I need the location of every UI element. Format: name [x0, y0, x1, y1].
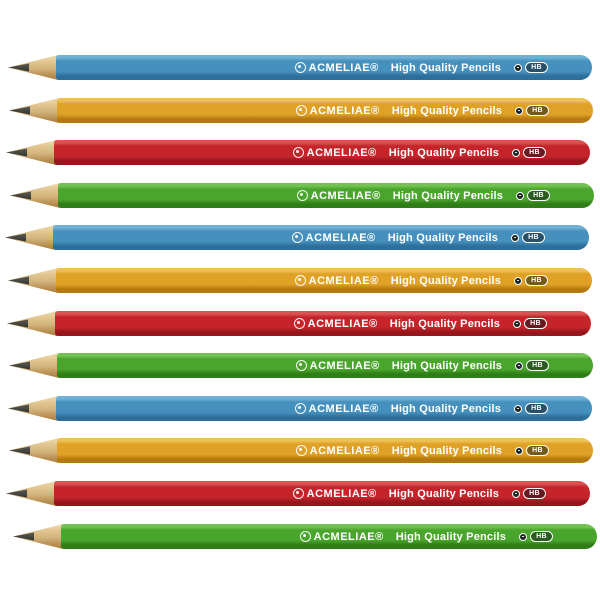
- brand-name: ACMELIAE®: [308, 274, 379, 287]
- brand-ring-logo-icon: [295, 62, 306, 73]
- graphite-point: [9, 106, 30, 115]
- brand-name: ACMELIAE®: [309, 104, 380, 117]
- brand-name: ACMELIAE®: [306, 487, 377, 500]
- grade-dot-icon: [513, 320, 521, 328]
- grade-dot-icon: [514, 277, 522, 285]
- brand-ring-logo-icon: [293, 147, 304, 158]
- pencil-body: [55, 311, 591, 336]
- pencil-body: [58, 183, 594, 208]
- graphite-point: [13, 532, 34, 541]
- graphite-point: [8, 404, 29, 413]
- grade-label: HB: [523, 147, 546, 159]
- grade-badge: [515, 445, 549, 457]
- pencil-yellow: [1, 438, 600, 463]
- grade-label: HB: [523, 488, 546, 500]
- pencil-yellow: [1, 98, 600, 123]
- pencil-body: [54, 140, 590, 165]
- pencil-imprint: [293, 481, 546, 506]
- pencil-red: [0, 140, 598, 165]
- grade-badge: [514, 275, 548, 287]
- grade-label: HB: [526, 445, 549, 457]
- graphite-point: [7, 319, 28, 328]
- brand-name: ACMELIAE®: [310, 189, 381, 202]
- pencil-body: [56, 55, 592, 80]
- pencil-imprint: [296, 353, 549, 378]
- pencil-body: [61, 524, 597, 549]
- grade-dot-icon: [515, 107, 523, 115]
- tagline-text: High Quality Pencils: [392, 189, 504, 202]
- brand-ring-logo-icon: [296, 360, 307, 371]
- graphite-point: [6, 148, 27, 157]
- pencil-body: [53, 225, 589, 250]
- brand-name: ACMELIAE®: [307, 317, 378, 330]
- grade-dot-icon: [515, 362, 523, 370]
- pencil-yellow: [0, 268, 600, 293]
- tagline-text: High Quality Pencils: [388, 146, 500, 159]
- pencil-imprint: [293, 140, 546, 165]
- pencil-imprint: [295, 268, 548, 293]
- brand-ring-logo-icon: [294, 318, 305, 329]
- tagline-text: High Quality Pencils: [391, 444, 503, 457]
- grade-dot-icon: [514, 405, 522, 413]
- grade-label: HB: [525, 62, 548, 74]
- graphite-point: [10, 191, 31, 200]
- tagline-text: High Quality Pencils: [395, 530, 507, 543]
- pencil-imprint: [294, 311, 547, 336]
- brand-ring-logo-icon: [293, 488, 304, 499]
- pencil-green: [2, 183, 600, 208]
- graphite-point: [8, 63, 29, 72]
- brand-ring-logo-icon: [295, 403, 306, 414]
- grade-label: HB: [527, 190, 550, 202]
- brand-name: ACMELIAE®: [308, 61, 379, 74]
- grade-label: HB: [525, 403, 548, 415]
- graphite-point: [6, 489, 27, 498]
- brand-name: ACMELIAE®: [313, 530, 384, 543]
- grade-label: HB: [526, 360, 549, 372]
- grade-badge: [515, 105, 549, 117]
- brand-name: ACMELIAE®: [309, 359, 380, 372]
- pencil-green: [5, 524, 600, 549]
- tagline-text: High Quality Pencils: [391, 104, 503, 117]
- tagline-text: High Quality Pencils: [389, 317, 501, 330]
- brand-name: ACMELIAE®: [308, 402, 379, 415]
- graphite-point: [9, 446, 30, 455]
- pencil-body: [57, 98, 593, 123]
- pencil-body: [54, 481, 590, 506]
- grade-dot-icon: [512, 490, 520, 498]
- pencil-body: [56, 268, 592, 293]
- grade-badge: [512, 488, 546, 500]
- pencil-imprint: [295, 396, 548, 421]
- brand-ring-logo-icon: [296, 105, 307, 116]
- pencil-imprint: [295, 55, 548, 80]
- tagline-text: High Quality Pencils: [388, 487, 500, 500]
- grade-dot-icon: [511, 234, 519, 242]
- grade-badge: [515, 360, 549, 372]
- grade-dot-icon: [512, 149, 520, 157]
- graphite-point: [5, 233, 26, 242]
- pencil-body: [57, 353, 593, 378]
- brand-name: ACMELIAE®: [305, 231, 376, 244]
- graphite-point: [9, 361, 30, 370]
- grade-label: HB: [525, 275, 548, 287]
- pencil-green: [1, 353, 600, 378]
- pencil-imprint: [296, 438, 549, 463]
- brand-ring-logo-icon: [292, 232, 303, 243]
- brand-ring-logo-icon: [296, 445, 307, 456]
- grade-badge: [511, 232, 545, 244]
- pencil-imprint: [292, 225, 545, 250]
- grade-label: HB: [526, 105, 549, 117]
- pencil-imprint: [300, 524, 553, 549]
- pencil-body: [57, 438, 593, 463]
- grade-badge: [512, 147, 546, 159]
- brand-name: ACMELIAE®: [306, 146, 377, 159]
- pencil-imprint: [296, 98, 549, 123]
- brand-ring-logo-icon: [297, 190, 308, 201]
- tagline-text: High Quality Pencils: [390, 274, 502, 287]
- grade-badge: [519, 531, 553, 543]
- pencil-blue: [0, 55, 600, 80]
- grade-label: HB: [524, 318, 547, 330]
- pencil-body: [56, 396, 592, 421]
- grade-badge: [514, 403, 548, 415]
- grade-badge: [516, 190, 550, 202]
- pencil-red: [0, 311, 599, 336]
- grade-badge: [514, 62, 548, 74]
- tagline-text: High Quality Pencils: [390, 402, 502, 415]
- brand-ring-logo-icon: [300, 531, 311, 542]
- grade-dot-icon: [519, 533, 527, 541]
- brand-ring-logo-icon: [295, 275, 306, 286]
- tagline-text: High Quality Pencils: [390, 61, 502, 74]
- pencil-blue: [0, 225, 597, 250]
- grade-label: HB: [522, 232, 545, 244]
- pencil-imprint: [297, 183, 550, 208]
- pencil-red: [0, 481, 598, 506]
- pencil-blue: [0, 396, 600, 421]
- tagline-text: High Quality Pencils: [387, 231, 499, 244]
- grade-dot-icon: [515, 447, 523, 455]
- tagline-text: High Quality Pencils: [391, 359, 503, 372]
- grade-dot-icon: [514, 64, 522, 72]
- brand-name: ACMELIAE®: [309, 444, 380, 457]
- grade-label: HB: [530, 531, 553, 543]
- graphite-point: [8, 276, 29, 285]
- grade-badge: [513, 318, 547, 330]
- grade-dot-icon: [516, 192, 524, 200]
